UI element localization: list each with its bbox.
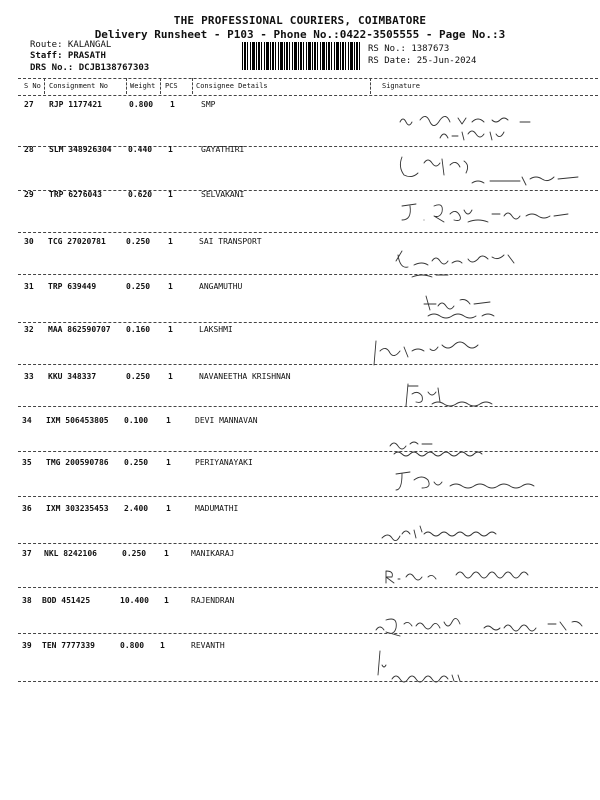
row-consignee: ANGAMUTHU bbox=[199, 282, 243, 291]
header-top-rule bbox=[18, 78, 598, 79]
table-row bbox=[0, 237, 600, 287]
row-weight: 0.250 bbox=[126, 372, 151, 381]
staff-label: Staff: PRASATH bbox=[30, 51, 106, 61]
table-row bbox=[0, 325, 600, 375]
row-pcs: 1 bbox=[160, 641, 165, 650]
col-separator bbox=[160, 78, 161, 94]
row-consignee: REVANTH bbox=[191, 641, 225, 650]
row-consignee: SMP bbox=[201, 100, 216, 109]
row-weight: 0.250 bbox=[122, 549, 147, 558]
row-sno: 31 bbox=[24, 282, 34, 291]
row-sno: 34 bbox=[22, 416, 32, 425]
col-header-sno: S No bbox=[24, 82, 41, 90]
row-sno: 29 bbox=[24, 190, 34, 199]
row-consignment-no: RJP 1177421 bbox=[49, 100, 102, 109]
row-weight: 0.250 bbox=[126, 237, 151, 246]
row-pcs: 1 bbox=[168, 237, 173, 246]
row-pcs: 1 bbox=[168, 372, 173, 381]
signature-scribble bbox=[372, 553, 597, 597]
rs-date: RS Date: 25-Jun-2024 bbox=[368, 56, 477, 66]
row-pcs: 1 bbox=[166, 458, 171, 467]
signature-scribble bbox=[372, 286, 597, 330]
row-consignee: DEVI MANNAVAN bbox=[195, 416, 258, 425]
row-sno: 39 bbox=[22, 641, 32, 650]
rs-number: RS No.: 1387673 bbox=[368, 44, 450, 54]
runsheet-barcode bbox=[242, 42, 362, 70]
row-pcs: 1 bbox=[164, 549, 169, 558]
signature-scribble bbox=[372, 376, 597, 420]
row-sno: 30 bbox=[24, 237, 34, 246]
table-row bbox=[0, 549, 600, 599]
table-row bbox=[0, 145, 600, 195]
row-consignment-no: BOD 451425 bbox=[42, 596, 91, 605]
row-weight: 0.620 bbox=[128, 190, 153, 199]
row-pcs: 1 bbox=[166, 416, 171, 425]
row-consignee: MANIKARAJ bbox=[191, 549, 235, 558]
row-sno: 32 bbox=[24, 325, 34, 334]
row-divider bbox=[18, 633, 598, 634]
row-weight: 0.160 bbox=[126, 325, 151, 334]
row-consignee: MADUMATHI bbox=[195, 504, 239, 513]
row-sno: 35 bbox=[22, 458, 32, 467]
row-pcs: 1 bbox=[164, 596, 169, 605]
table-row bbox=[0, 596, 600, 646]
header-bottom-rule bbox=[18, 95, 598, 96]
row-divider bbox=[18, 543, 598, 544]
row-consignee: NAVANEETHA KRISHNAN bbox=[199, 372, 291, 381]
row-pcs: 1 bbox=[168, 325, 173, 334]
signature-scribble bbox=[372, 149, 597, 193]
row-weight: 0.250 bbox=[124, 458, 149, 467]
row-weight: 0.440 bbox=[128, 145, 153, 154]
col-separator bbox=[192, 78, 193, 94]
row-consignment-no: IXM 506453805 bbox=[46, 416, 109, 425]
col-header-consignment: Consignment No bbox=[49, 82, 109, 90]
signature-scribble bbox=[372, 104, 597, 148]
row-sno: 28 bbox=[24, 145, 34, 154]
col-header-consignee: Consignee Details bbox=[196, 82, 268, 90]
signature-scribble bbox=[372, 462, 597, 506]
signature-scribble bbox=[372, 329, 597, 373]
row-consignment-no: TMG 200590786 bbox=[46, 458, 109, 467]
row-sno: 37 bbox=[22, 549, 32, 558]
signature-scribble bbox=[372, 241, 597, 285]
table-row bbox=[0, 641, 600, 691]
drs-number: DRS No.: DCJB138767303 bbox=[30, 63, 150, 73]
row-divider bbox=[18, 587, 598, 588]
row-consignee: RAJENDRAN bbox=[191, 596, 235, 605]
row-consignment-no: TCG 27020781 bbox=[48, 237, 106, 246]
row-weight: 0.250 bbox=[126, 282, 151, 291]
row-weight: 0.800 bbox=[129, 100, 154, 109]
row-consignment-no: NKL 8242106 bbox=[44, 549, 97, 558]
row-sno: 38 bbox=[22, 596, 32, 605]
row-consignment-no: TEN 7777339 bbox=[42, 641, 95, 650]
row-divider bbox=[18, 232, 598, 233]
row-pcs: 1 bbox=[168, 145, 173, 154]
company-title: THE PROFESSIONAL COURIERS, COIMBATORE bbox=[173, 14, 427, 27]
signature-scribble bbox=[372, 600, 597, 644]
row-consignee: PERIYANAYAKI bbox=[195, 458, 253, 467]
col-header-weight: Weight bbox=[130, 82, 156, 90]
row-consignee: GAYATHIRI bbox=[201, 145, 245, 154]
row-consignment-no: TRP 6276043 bbox=[49, 190, 102, 199]
row-divider bbox=[18, 406, 598, 407]
row-weight: 10.400 bbox=[120, 596, 149, 605]
row-pcs: 1 bbox=[166, 504, 171, 513]
table-row bbox=[0, 504, 600, 554]
table-row bbox=[0, 100, 600, 150]
runsheet-title: Delivery Runsheet - P103 - Phone No.:0422-3505555 - Page No.:3 bbox=[94, 28, 506, 41]
row-consignment-no: SLM 348926304 bbox=[49, 145, 112, 154]
route-label: Route: KALANGAL bbox=[30, 40, 112, 50]
col-header-pcs: PCS bbox=[165, 82, 178, 90]
row-sno: 27 bbox=[24, 100, 34, 109]
row-weight: 0.800 bbox=[120, 641, 145, 650]
col-separator bbox=[370, 78, 371, 94]
row-divider bbox=[18, 364, 598, 365]
row-divider bbox=[18, 451, 598, 452]
row-consignment-no: TRP 639449 bbox=[48, 282, 97, 291]
row-consignment-no: IXM 303235453 bbox=[46, 504, 109, 513]
col-header-signature: Signature bbox=[382, 82, 420, 90]
row-divider bbox=[18, 274, 598, 275]
col-separator bbox=[126, 78, 127, 94]
row-consignment-no: MAA 862590707 bbox=[48, 325, 111, 334]
row-consignee: SELVAKANI bbox=[201, 190, 245, 199]
table-row bbox=[0, 372, 600, 422]
row-consignee: SAI TRANSPORT bbox=[199, 237, 262, 246]
row-pcs: 1 bbox=[168, 282, 173, 291]
table-row bbox=[0, 458, 600, 508]
col-separator bbox=[44, 78, 45, 94]
row-sno: 36 bbox=[22, 504, 32, 513]
row-consignment-no: KKU 348337 bbox=[48, 372, 97, 381]
row-divider bbox=[18, 496, 598, 497]
row-divider bbox=[18, 681, 598, 682]
row-divider bbox=[18, 322, 598, 323]
signature-scribble bbox=[372, 645, 597, 689]
row-pcs: 1 bbox=[170, 100, 175, 109]
row-sno: 33 bbox=[24, 372, 34, 381]
row-weight: 2.400 bbox=[124, 504, 149, 513]
row-consignee: LAKSHMI bbox=[199, 325, 233, 334]
row-weight: 0.100 bbox=[124, 416, 149, 425]
row-pcs: 1 bbox=[168, 190, 173, 199]
signature-scribble bbox=[372, 508, 597, 552]
